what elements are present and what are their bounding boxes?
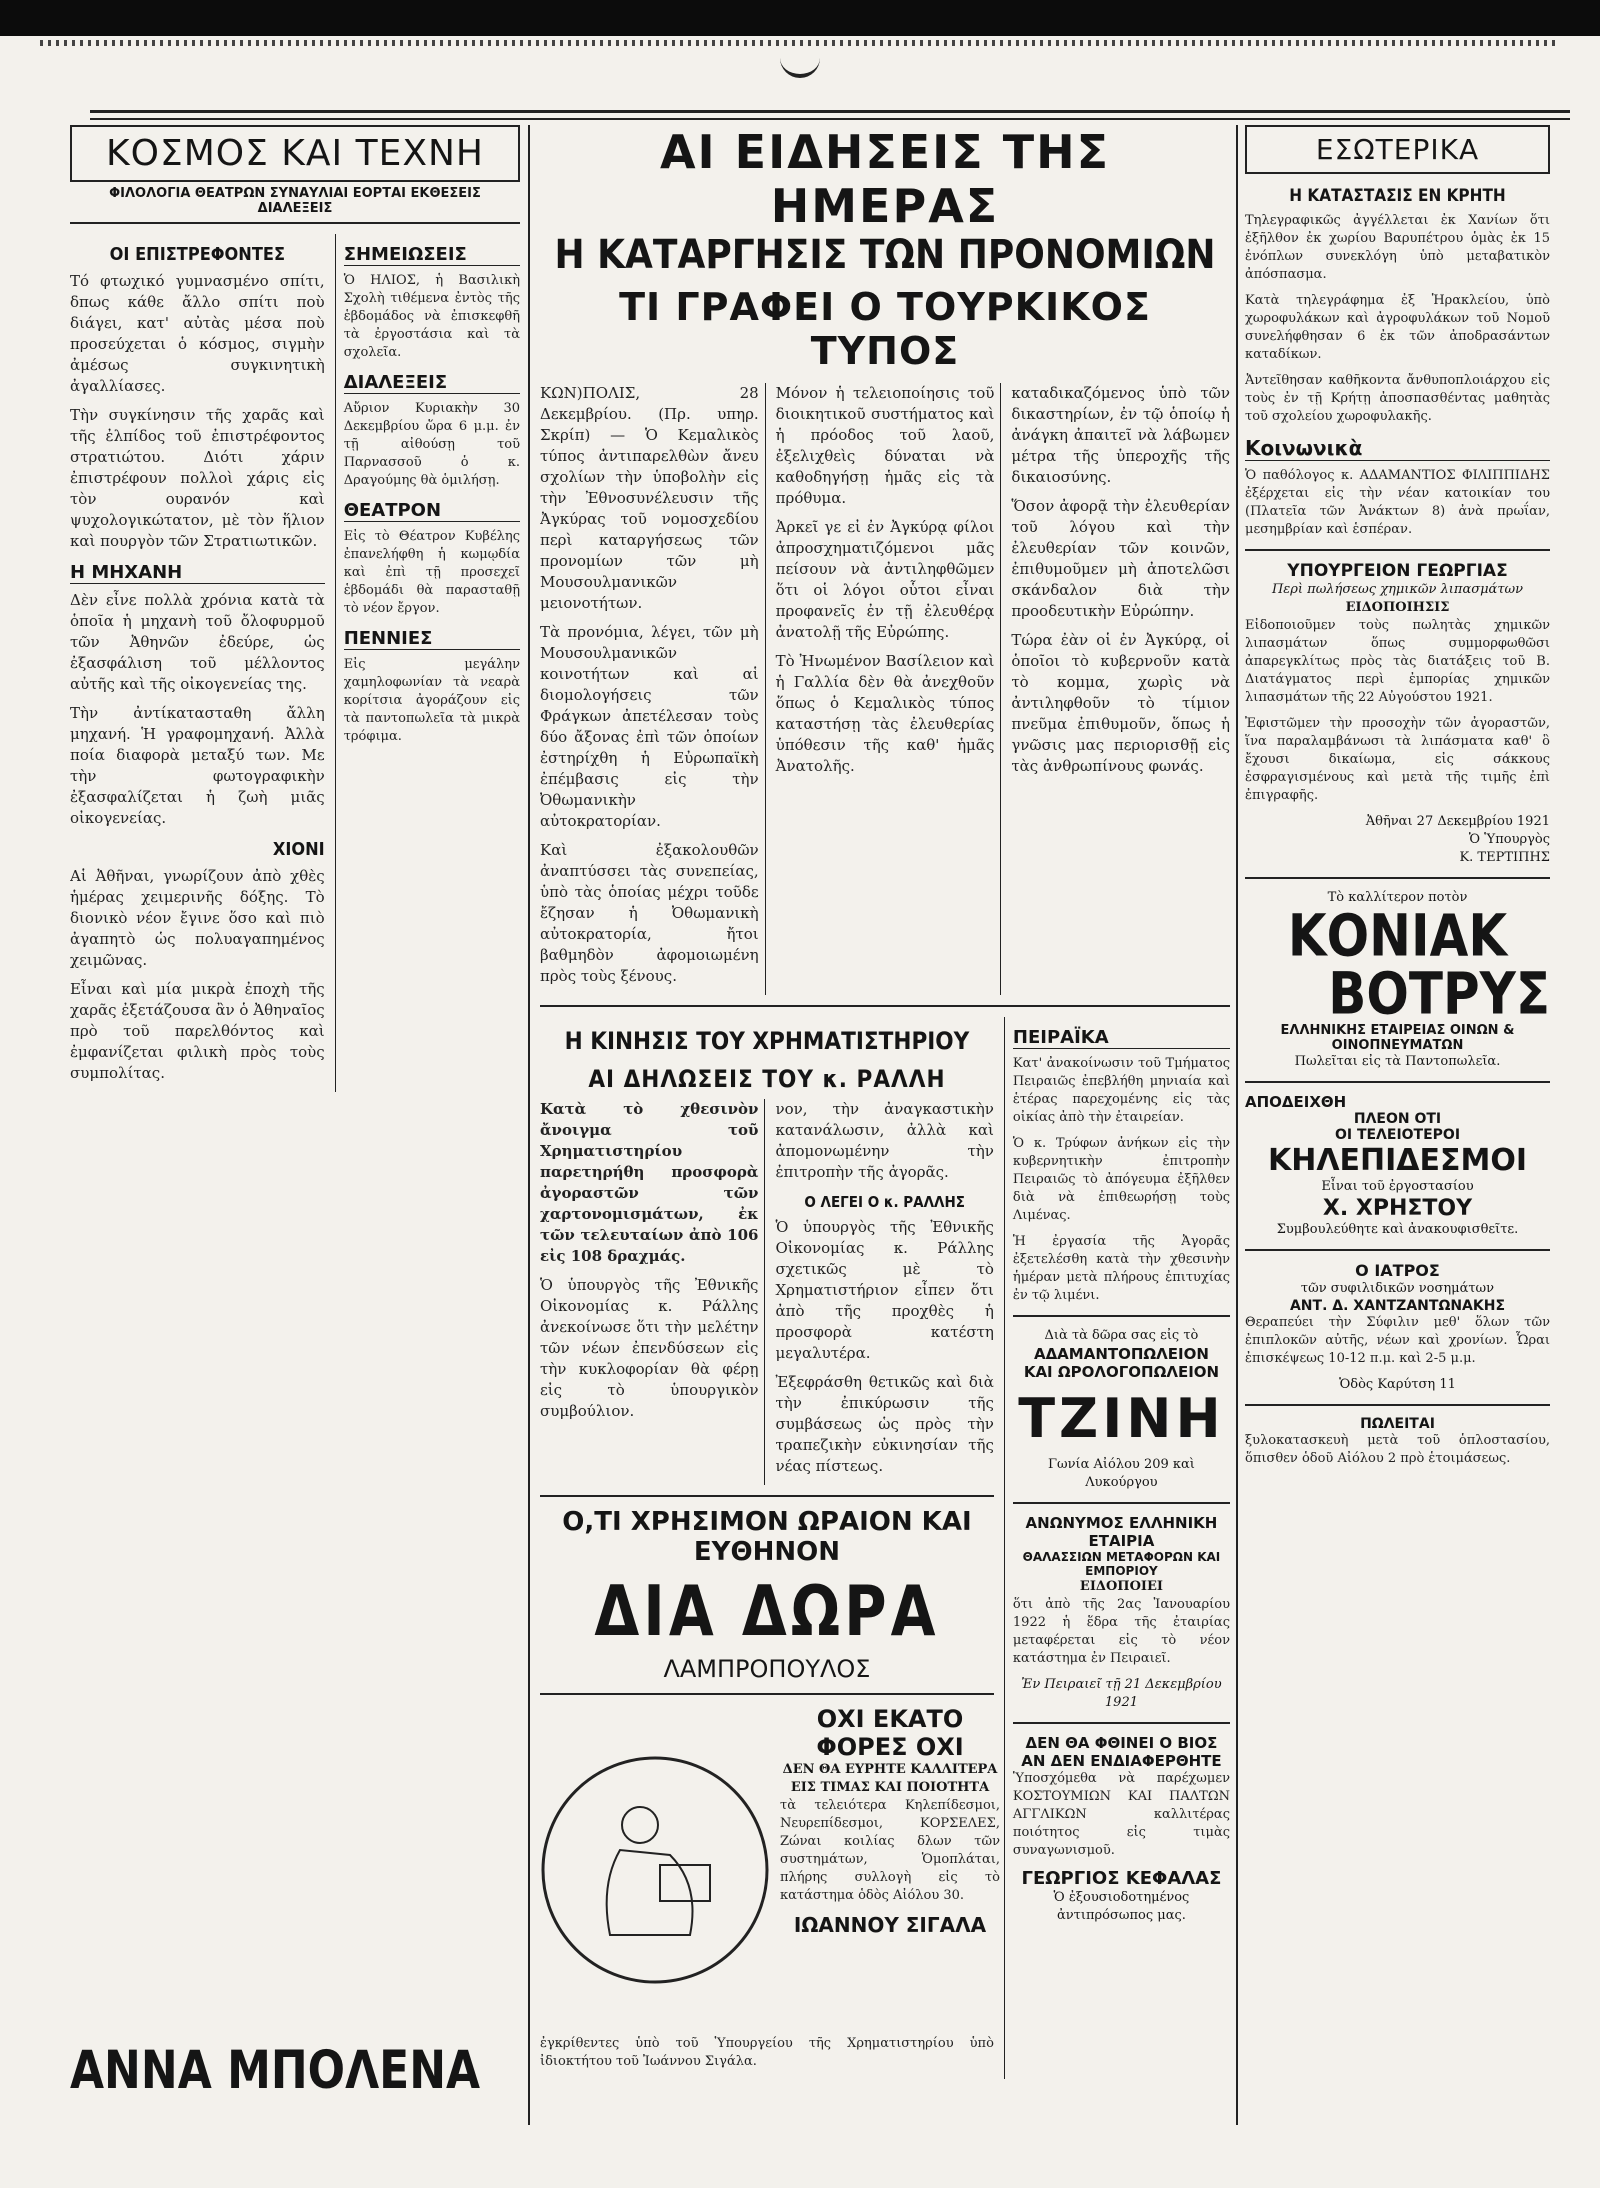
ox-ad-footer: ἐγκρίθεντες ὑπὸ τοῦ Ὑπουργείου τῆς Χρηματιστηρίου ὑπὸ ἰδιοκτήτου τοῦ Ἰωάννου Σιγάλα. — [540, 2036, 994, 2069]
masthead-ornament-icon — [780, 44, 820, 78]
cognac-sub: ΕΛΛΗΝΙΚΗΣ ΕΤΑΙΡΕΙΑΣ ΟΙΝΩΝ & ΟΙΝΟΠΝΕΥΜΑΤΩΝ — [1280, 1023, 1515, 1053]
notes-head: ΣΗΜΕΙΩΣΕΙΣ — [344, 244, 520, 266]
truss-footer: Συμβουλεύθητε καὶ ἀνακουφισθεῖτε. — [1276, 1222, 1519, 1237]
costume-head: ΔΕΝ ΘΑ ΦΘΙΝΕΙ Ο ΒΙΟΣ — [1025, 1734, 1218, 1752]
section-subtitle: ΦΙΛΟΛΟΓΙΑ ΘΕΑΤΡΩΝ ΣΥΝΑΥΛΙΑΙ ΕΟΡΤΑΙ ΕΚΘΕΣΕΙΣ ΔΙΑΛΕΞΕΙΣ — [70, 182, 520, 224]
doctor-head: Ο ΙΑΤΡΟΣ — [1355, 1261, 1440, 1280]
doctor-name: ΑΝΤ. Δ. ΧΑΝΤΖΑΝΤΩΝΑΚΗΣ — [1289, 1298, 1506, 1314]
stock-headline: Η ΚΙΝΗΣΙΣ ΤΟΥ ΧΡΗΜΑΤΙΣΤΗΡΙΟΥ — [564, 1027, 970, 1055]
truss-text: Εἶναι τοῦ ἐργοστασίου — [1321, 1179, 1474, 1194]
column-rule — [1236, 125, 1238, 2125]
cognac-line2: ΒΟΤΡΥΣ — [1328, 960, 1550, 1028]
crete-text: Ἀντεῖθησαν καθῆκοντα ἄνθυποπλοιάρχου εἰς τοὺς ἐν τῇ Κρήτῃ ἀποσπασθέντας μαθητὰς τοῦ σχολείου χωροφυλακῆς. — [1245, 373, 1550, 424]
divider — [1013, 1502, 1230, 1504]
ox-ad-text: τὰ τελειότερα Κηλεπίδεσμοι, Νευρεπίδεσμοι, ΚΟΡΣΕΛΕΣ, Ζώναι κοιλίας δλων τῶν συστημάτων, Ὁμοπλάται, πλήρης συλλογὴ εἰς τὸ κατάστημα ὁδὸς Αἰόλου 30. — [780, 1798, 1000, 1903]
article-title: ΧΙΟΝΙ — [272, 839, 325, 860]
ministry-head: ΥΠΟΥΡΓΕΙΟΝ ΓΕΩΡΓΙΑΣ — [1287, 561, 1508, 581]
left-column — [70, 125, 520, 2135]
piraeus-text: Ὁ κ. Τρύφων ἀνήκων εἰς τὴν κυβερνητικὴν ἐπιτροπὴν Πειραιῶς τὸ ἀπόγευμα ἐξῆλθεν διὰ νὰ ἐπιθεωρήσῃ τοὺς Λιμένας. — [1012, 1136, 1230, 1223]
company-head: ΑΝΩΝΥΜΟΣ ΕΛΛΗΝΙΚΗ ΕΤΑΙΡΙΑ — [1025, 1514, 1218, 1550]
middle-column — [540, 125, 1230, 2135]
divider — [540, 1495, 994, 1497]
ad-anna-bolena: ΑΝΝΑ ΜΠΟΛΕΝΑ — [70, 2039, 481, 2102]
reading-figure-illustration — [540, 1755, 770, 1985]
ox-ad-head: ΟΧΙ ΕΚΑΤΟ ΦΟΡΕΣ ΟΧΙ — [816, 1705, 964, 1761]
lectures-head: ΔΙΑΛΕΞΕΙΣ — [344, 372, 520, 394]
article-paragraph: Αἱ Ἀθῆναι, γνωρίζουν ἀπὸ χθὲς ἡμέρας χειμερινῆς δόξης. Τὸ διονικὸ νέον ἔγινε ὅσο καὶ πιὸ ἀγαπητὸ ὡς πολυαγαπημένος χειμῶνας. — [70, 867, 325, 969]
main-headline: ΑΙ ΕΙΔΗΣΕΙΣ ΤΗΣ ΗΜΕΡΑΣ — [659, 125, 1111, 233]
article-paragraph: Τὴν ἀντίκατασταθη ἄλλη μηχανή. Ἡ γραφομηχανή. Ἀλλὰ ποία διαφορὰ μεταξύ των. Με τὴν φωτογραφικὴν ἐξασφαλίζεται ἡ ζωὴ μιᾶς οἰκογενείας. — [70, 704, 325, 827]
article-paragraph: καταδικαζόμενος ὑπὸ τῶν δικαστηρίων, ἐν τῷ ὁποίῳ ἡ ἀνάγκη ἀπαιτεῖ νὰ λάβωμεν μέτρα τῆς ὑπεροχῆς τῆς δικαιοσύνης. — [1011, 384, 1230, 486]
column-rule — [528, 125, 530, 2125]
ministry-minister: Κ. ΤΕΡΤΙΠΗΣ — [1459, 850, 1550, 865]
tzini-name: ΤΖΙΝΗ — [1018, 1387, 1225, 1450]
divider — [1245, 1404, 1550, 1406]
article-paragraph: Τό φτωχικό γυμνασμένο σπίτι, δπως κάθε ἄλλο σπίτι ποὺ διάγει, κατ' αὐτὰς μέσα ποὺ προσεύχεται ὁ κόσμος, σιγμὴν ἀμέσως συγκινητικὴ ἀγαλλίασες. — [70, 272, 325, 395]
article-paragraph: Καὶ ἐξακολουθῶν ἀναπτύσσει τὰς συνεπείας, ὑπὸ τὰς ὁποίας μέχρι τοῦδε ἔζησαν ἡ Ὀθωμανικὴ αὐτοκρατορία, ἤτοι βαθμηδὸν ἀφομοιωμένη πρὸς τοὺς ξένους. — [540, 841, 759, 985]
crete-headline: Η ΚΑΤΑΣΤΑΣΙΣ ΕΝ ΚΡΗΤΗ — [1289, 186, 1506, 206]
social-head: Κοινωνικὰ — [1245, 436, 1550, 461]
ox-ad-name: ΙΩΑΝΝΟΥ ΣΙΓΑΛΑ — [793, 1913, 987, 1937]
gift-ad-name: ΛΑΜΠΡΟΠΟΥΛΟΣ — [663, 1655, 871, 1683]
divider — [1245, 1081, 1550, 1083]
truss-line1: ΠΛΕΟΝ ΟΤΙ — [1353, 1111, 1442, 1127]
article-paragraph: Εἶναι καὶ μία μικρὰ ἐποχὴ τῆς χαρᾶς ἐξετάζουσα ἂν ὁ Ἀθηναῖος πρὸ τοῦ παρελθόντος καὶ ἐμφανίζεται φιλικὴ πρὸς τοὺς συμπολίτας. — [70, 980, 325, 1082]
article-paragraph: Τὰ προνόμια, λέγει, τῶν μὴ Μουσουλμανικῶν κοινοτήτων καὶ αἱ διομολογήσεις τῶν Φράγκων ἀπετέλεσαν τοὺς δύο ἄξονας ἐπὶ τῶν ὁποίων ἐστηρίχθη ἡ Εὐρωπαϊκὴ ἐπέμβασις εἰς τὴν Ὀθωμανικὴν αὐτοκρατορίαν. — [540, 623, 759, 830]
article-paragraph: Μόνον ἡ τελειοποίησις τοῦ διοικητικοῦ συστήματος καὶ ἡ πρόοδος τοῦ λαοῦ, ἐξελιχθεὶς δύναται νὰ καθοδηγήσῃ ἡμᾶς εἰς τὰ πρόθυμα. — [775, 384, 995, 507]
piraeus-head: ΠΕΙΡΑΪΚΑ — [1013, 1027, 1230, 1049]
truss-name: ΚΗΛΕΠΙΔΕΣΜΟΙ — [1267, 1143, 1528, 1178]
crete-text: Τηλεγραφικῶς ἀγγέλλεται ἐκ Χανίων ὅτι ἐξῆλθον ἐκ χωρίου Βαρυπέτρου ὁμὰς ἐκ 15 ἐνόπλων συνεκλόγη ὑπὸ μεταβατικὸν ἀπόσπασμα. — [1245, 213, 1550, 282]
ministry-text: Ἐφιστῶμεν τὴν προσοχὴν τῶν ἀγοραστῶν, ἵνα παραλαμβάνωσι τὰ λιπάσματα καθ' ὃ ἔχουσι δικαίωμα, εἰς σάκκους ἐσφραγισμένους καὶ μετὰ τῆς τιμῆς ἐπὶ ἐπιγραφῆς. — [1245, 716, 1550, 803]
ministry-notice: ΕΙΔΟΠΟΙΗΣΙΣ — [1345, 600, 1450, 615]
sale-head: ΠΩΛΕΙΤΑΙ — [1360, 1416, 1435, 1432]
crete-text: Κατὰ τηλεγράφημα ἐξ Ἡρακλείου, ὑπὸ χωροφυλάκων καὶ ἀγροφυλάκων τοῦ Νομοῦ συνελήφθησαν 6 ἐκ τῶν ἀποδρασάντων καταδίκων. — [1245, 293, 1550, 362]
costume-sub: ΑΝ ΔΕΝ ΕΝΔΙΑΦΕΡΘΗΤΕ — [1021, 1752, 1222, 1770]
divider — [1013, 1722, 1230, 1724]
article-paragraph: Ὅσον ἀφορᾷ τὴν ἐλευθερίαν τοῦ λόγου καὶ τὴν ἐλευθερίαν τῶν κοινῶν, ἐπιθυμοῦμεν μὴ ἀποτελῶσι σκάνδαλον διὰ τὴν προοδευτικὴν Εὐρώπην. — [1011, 497, 1230, 620]
divider — [1245, 1249, 1550, 1251]
stock-paragraph: Ὁ ὑπουργὸς τῆς Ἐθνικῆς Οἰκονομίας κ. Ράλλης σχετικῶς μὲ τὸ Χρηματιστήριον εἶπεν ὅτι ἀπὸ τῆς προχθὲς ἡ προσφορὰ κατέστη μεγαλυτέρα. — [775, 1218, 994, 1362]
cognac-footer: Πωλεῖται εἰς τὰ Παντοπωλεῖα. — [1294, 1054, 1501, 1069]
headline-turkish-press: ΤΙ ΓΡΑΦΕΙ Ο ΤΟΥΡΚΙΚΟΣ ΤΥΠΟΣ — [619, 285, 1151, 373]
stock-paragraph: Ὁ ὑπουργὸς τῆς Ἐθνικῆς Οἰκονομίας κ. Ράλλης ἀνεκοίνωσε ὅτι τὴν μελέτην τῶν νέων ἐπενδύσεων εἰς τὴν κυκλοφορίαν θὰ φέρῃ εἰς τὸ ὑπουργικὸν συμβούλιον. — [540, 1276, 759, 1420]
doctor-address: Ὁδὸς Καρύτση 11 — [1339, 1377, 1456, 1392]
article-paragraph: Τὴν συγκίνησιν τῆς χαρᾶς καὶ τῆς ἐλπίδος τοῦ ἐπιστρέφοντος στρατιώτου. Διότι χάριν ἐπιστρέφουν πολλοὶ χάρις εἰς τὸν ουρανόν καὶ ψυχολογικώτατον, μὲ τὸν ἥλιον καὶ πουργὸν τῶν Στρατιωτικῶν. — [70, 406, 325, 550]
section-title-esoterika: ΕΣΩΤΕΡΙΚΑ — [1245, 125, 1550, 174]
truss-line2: ΟΙ ΤΕΛΕΙΟΤΕΡΟΙ — [1334, 1127, 1461, 1143]
divider — [1245, 877, 1550, 879]
ox-ad-sub: ΔΕΝ ΘΑ ΕΥΡΗΤΕ ΚΑΛΛΙΤΕΡΑ ΕΙΣ ΤΙΜΑΣ ΚΑΙ ΠΟΙΟΤΗΤΑ — [782, 1762, 998, 1795]
company-notice: ΕΙΔΟΠΟΙΕΙ — [1079, 1579, 1163, 1594]
company-text: ὅτι ἀπὸ τῆς 2ας Ἰανουαρίου 1922 ἡ ἕδρα τῆς ἐταιρίας μεταφέρεται εἰς τὸ νέον κατάστημα ἐν Πειραιεῖ. — [1012, 1597, 1230, 1666]
section-title-kosmos: ΚΟΣΜΟΣ ΚΑΙ ΤΕΧΝΗ — [70, 125, 520, 182]
company-sub: ΘΑΛΑΣΣΙΩΝ ΜΕΤΑΦΟΡΩΝ ΚΑΙ ΕΜΠΟΡΙΟΥ — [1022, 1550, 1221, 1578]
right-column — [1245, 125, 1550, 2135]
pennies-text: Εἰς μεγάλην χαμηλοφωνίαν τὰ νεαρὰ κορίτσια ἀγοράζουν εἰς τὰ παντοπωλεῖα τὰ μικρὰ τρόφιμα. — [343, 657, 520, 744]
stock-subhead: Ο ΛΕΓΕΙ Ο κ. ΡΑΛΛΗΣ — [804, 1193, 966, 1211]
costume-text: Ὑποσχόμεθα νὰ παρέχωμεν ΚΟΣΤΟΥΜΙΩΝ ΚΑΙ ΠΑΛΤΩΝ ΑΓΓΛΙΚΩΝ καλλιτέρας ποιότητος εἰς τιμὰς συναγωνισμοῦ. — [1012, 1771, 1230, 1858]
divider — [540, 1693, 994, 1695]
headline-abolition: Η ΚΑΤΑΡΓΗΣΙΣ ΤΩΝ ΠΡΟΝΟΜΙΩΝ — [554, 232, 1216, 278]
article-paragraph: Δὲν εἶνε πολλὰ χρόνια κατὰ τὰ ὁποῖα ἡ μηχανὴ τοῦ ὄλοφυρμοῦ τῶν Ἀθηνῶν ἐδεύρε, ὡς ἐξασφάλιση τοῦ μέλλοντος αὐτῆς καὶ τῆς οἰκογενείας της. — [70, 591, 325, 693]
tzini-line2: ΚΑΙ ΩΡΟΛΟΓΟΠΩΛΕΙΟΝ — [1023, 1363, 1220, 1381]
doctor-sub: τῶν συφιλιδικῶν νοσημάτων — [1300, 1281, 1495, 1296]
divider — [1245, 549, 1550, 551]
sale-text: ξυλοκατασκευὴ μετὰ τοῦ ὁπλοστασίου, ὅπισθεν ὁδοῦ Αἰόλου 2 πρὸ ἑτοιμάσεως. — [1245, 1433, 1550, 1466]
article-paragraph: Ἀρκεῖ γε εἰ ἐν Ἀγκύρᾳ φίλοι ἀπροσχηματιζόμενοι μᾶς πείσουν νὰ ἀντιληφθῶμεν ὅτι οἱ λόγοι οὗτοι εἶναι προφανεῖς ἐν τῇ ἐλευθέρᾳ ἀνατολῇ τῆς Εὐρώπης. — [775, 518, 995, 641]
article-paragraph: Τὸ Ἠνωμένον Βασίλειον καὶ ἡ Γαλλία δὲν θὰ ἀνεχθοῦν ὅπως ὁ Κεμαλικὸς τύπος καταστήσῃ τὰς ἐλευθερίας ὑπόθεσιν τῆς καθ' ἡμᾶς Ἀνατολῆς. — [775, 652, 995, 775]
theatres-text: Εἰς τὸ Θέατρον Κυβέλης ἐπανελήφθη ἡ κωμῳδία καὶ ἐπὶ τῇ προσεχεῖ ἑβδομάδι θὰ παρασταθῇ τὸ νέον ἔργον. — [343, 529, 520, 616]
article-paragraph: Τώρα ἐὰν οἱ ἐν Ἀγκύρᾳ, οἱ ὁποῖοι τὸ κυβερνοῦν κατὰ τὸ κομμα, χωρὶς νὰ ἀντιληφθοῦν τὸ τίμιον πνεῦμα ἐπιθυμοῦν, ὅπως ἡ γνῶσις μας περιορισθῇ εἰς τὰς ἀνθρωπίνους φωνάς. — [1011, 631, 1230, 775]
stock-paragraph: Ἐξεφράσθη θετικῶς καὶ διὰ τὴν ἐπικύρωσιν τῆς συμβάσεως ὡς πρὸς τὴν τραπεζικὴν εὐκινησίαν τῆς νέας πίστεως. — [775, 1373, 994, 1475]
stock-subheadline: ΑΙ ΔΗΛΩΣΕΙΣ ΤΟΥ κ. ΡΑΛΛΗ — [588, 1065, 946, 1093]
article-title: Η ΜΗΧΑΝΗ — [70, 562, 325, 584]
truss-head: ΑΠΟΔΕΙΧΘΗ — [1245, 1093, 1347, 1111]
divider — [1013, 1315, 1230, 1317]
tzini-pre: Διὰ τὰ δῶρα σας εἰς τὸ — [1044, 1328, 1199, 1343]
top-scan-border — [0, 0, 1600, 36]
social-text: Ὁ παθόλογος κ. ΑΔΑΜΑΝΤΙΟΣ ΦΙΛΙΠΠΙΔΗΣ ἐξέρχεται εἰς τὴν νέαν κατοικίαν του (Πλατεῖα τῶν Ἀνάκτων 8) ἀνὰ πρωΐαν, μεσημβρίαν καὶ ἑσπέραν. — [1245, 468, 1550, 537]
cognac-pre: Τὸ καλλίτερον ποτὸν — [1327, 890, 1468, 905]
doctor-text: Θεραπεύει τὴν Σύφιλιν μεθ' ὅλων τῶν ἐπιπλοκῶν αὐτῆς, νέων καὶ χρονίων. Ὧραι ἐπισκέψεως 10-12 π.μ. καὶ 2-5 μ.μ. — [1245, 1315, 1550, 1366]
stock-paragraph: νον, τὴν ἀναγκαστικὴν κατανάλωσιν, ἀλλὰ καὶ ἀπομονωμένην τὴν ἐπιτροπὴν τῆς ἀγορᾶς. — [775, 1100, 994, 1181]
truss-maker: Χ. ΧΡΗΣΤΟΥ — [1322, 1196, 1473, 1221]
cognac-line1: ΚΟΝΙΑΚ — [1287, 902, 1508, 970]
company-date: Ἐν Πειραιεῖ τῇ 21 Δεκεμβρίου 1921 — [1021, 1677, 1222, 1710]
costume-name: ΓΕΩΡΓΙΟΣ ΚΕΦΑΛΑΣ — [1021, 1868, 1222, 1889]
gift-ad-big: ΔΙΑ ΔΩΡΑ — [594, 1570, 940, 1652]
article-title: ΟΙ ΕΠΙΣΤΡΕΦΟΝΤΕΣ — [109, 244, 286, 265]
costume-footer: Ὁ ἐξουσιοδοτημένος ἀντιπρόσωπος μας. — [1053, 1890, 1190, 1923]
gift-ad-title: Ο,ΤΙ ΧΡΗΣΙΜΟΝ ΩΡΑΙΟΝ ΚΑΙ ΕΥΘΗΝΟΝ — [562, 1507, 972, 1567]
ministry-minister-title: Ὁ Ὑπουργὸς — [1468, 832, 1550, 847]
tzini-line1: ΑΔΑΜΑΝΤΟΠΩΛΕΙΟΝ — [1033, 1345, 1209, 1363]
tzini-address: Γωνία Αἰόλου 209 καὶ Λυκούργου — [1048, 1457, 1195, 1490]
notes-text: Ὁ ΗΛΙΟΣ, ἡ Βασιλικὴ Σχολὴ τιθέμενα ἐντὸς τῆς ἑβδομάδος νὰ ἐπισκεφθῆ τὰ ἐργοστάσια καὶ τὰ σχολεῖα. — [343, 273, 520, 360]
piraeus-text: Κατ' ἀνακοίνωσιν τοῦ Τμήματος Πειραιῶς ἐπεβλήθη μηνιαία καὶ ἑτέρας παρεχομένης εἰς τὰς οἰκίας ἀπὸ τὴν ἐταιρείαν. — [1012, 1056, 1230, 1125]
dateline-paragraph: ΚΩΝ)ΠΟΛΙΣ, 28 Δεκεμβρίου. (Πρ. υπηρ. Σκρίπ) — Ὁ Κεμαλικὸς τύπος ἀντιπαρελθὼν ἄνευ σχολίων τὴν ὑποβολὴν εἰς τὴν Ἐθνοσυνέλευσιν τῆς Ἀγκύρας τοῦ νομοσχεδίου περὶ καταργήσεως τῶν προνομίων τῶν μὴ Μουσουλμανικῶν μειονοτήτων. — [540, 384, 759, 612]
lectures-text: Αὔριον Κυριακὴν 30 Δεκεμβρίου ὥρα 6 μ.μ. ἐν τῇ αἰθούσῃ τοῦ Παρνασσοῦ ὁ κ. Δραγούμης θὰ ὁμιλήσῃ. — [343, 401, 520, 488]
pennies-head: ΠΕΝΝΙΕΣ — [344, 628, 520, 650]
ministry-sub: Περὶ πωλήσεως χημικῶν λιπασμάτων — [1271, 582, 1524, 597]
theatres-head: ΘΕΑΤΡΟΝ — [344, 500, 520, 522]
ministry-text: Εἰδοποιοῦμεν τοὺς πωλητὰς χημικῶν λιπασμάτων ὅπως συμμορφωθῶσι ἀπαρεγκλίτως πρὸς τὰς διατάξεις τοῦ Β. Διατάγματος περὶ ἐμπορίας χημικῶν λιπασμάτων τῆς 22 Αὐγούστου 1921. — [1245, 618, 1550, 705]
divider — [540, 1005, 1230, 1007]
piraeus-text: Ἡ ἐργασία τῆς Ἀγορᾶς ἐξετελέσθη κατὰ τὴν χθεσινὴν ἡμέραν μετὰ πλήρους ἐπιτυχίας ἐν τῷ λιμένι. — [1012, 1234, 1230, 1303]
stock-paragraph: Κατὰ τὸ χθεσινὸν ἄνοιγμα τοῦ Χρηματιστηρίου παρετηρήθη προσφορὰ ἀγοραστῶν τῶν χαρτονομισμάτων, ἐκ τῶν τελευταίων ἀπὸ 106 εἰς 108 δραχμάς. — [540, 1100, 759, 1265]
masthead-rule — [90, 110, 1570, 120]
ministry-date: Ἀθῆναι 27 Δεκεμβρίου 1921 — [1365, 814, 1550, 829]
